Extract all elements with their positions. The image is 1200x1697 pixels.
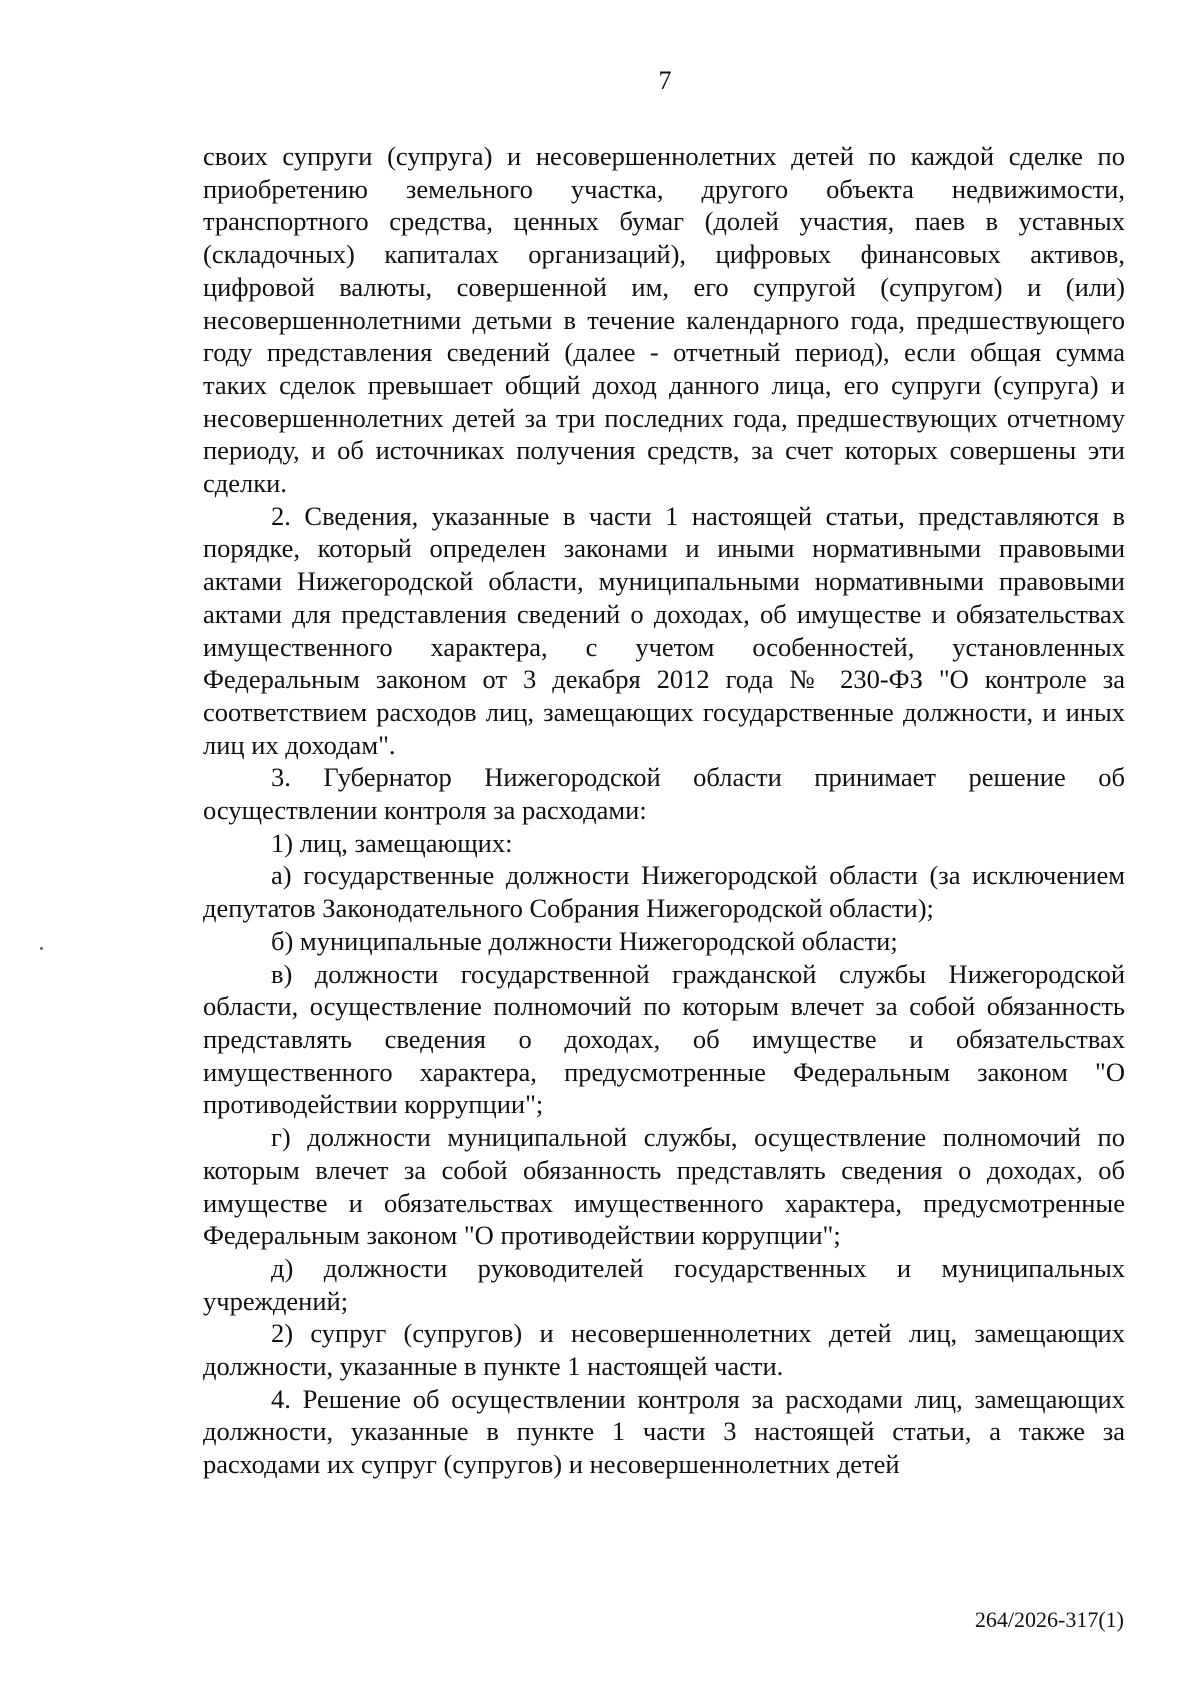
paragraph-item-4: 4. Решение об осуществлении контроля за расходами лиц, замещающих должности, указанные в пункте 1 части 3 настоящей статьи, а также за расходами их супруг (супругов) и несовершеннолетних детей [203,1383,1125,1480]
paragraph-item-3: 3. Губернатор Нижегородской области принимает решение об осуществлении контроля за расходами: [203,762,1125,826]
page-number: 7 [658,66,672,95]
paragraph-continuation: своих супруги (супруга) и несовершеннолетних детей по каждой сделке по приобретению земельного участка, другого объекта недвижимости, транспортного средства, ценных бумаг (долей участия, паев в уставных (складочных) капиталах организаций), цифровых финансовых активов, цифровой валюты, совершенной им, его супругой (супругом) и (или) несовершеннолетними детьми в течение календарного года, предшествующего году представления сведений (далее - отчетный период), если общая сумма таких сделок превышает общий доход данного лица, его супруги (супруга) и несовершеннолетних детей за три последних года, предшествующих отчетному периоду, и об источниках получения средств, за счет которых совершены эти сделки. [203,141,1125,499]
subitem-1: 1) лиц, замещающих: [271,827,513,858]
subitem-2: 2) супруг (супругов) и несовершеннолетних детей лиц, замещающих должности, указанные в пункте 1 настоящей части. [203,1318,1125,1382]
subitem-v: в) должности государственной гражданской службы Нижегородской области, осуществление полномочий по которым влечет за собой обязанность представлять сведения о доходах, об имуществе и обязательствах имущественного характера, предусмотренные Федеральным законом "О противодействии коррупции"; [203,958,1125,1120]
subitem-g: г) должности муниципальной службы, осуществление полномочий по которым влечет за собой обязанность представлять сведения о доходах, об имуществе и обязательствах имущественного характера, предусмотренные Федеральным законом "О противодействии коррупции"; [203,1122,1125,1251]
subitem-b: б) муниципальные должности Нижегородской области; [271,925,898,956]
document-body [203,140,1125,1481]
subitem-a: а) государственные должности Нижегородской области (за исключением депутатов Законодательного Собрания Нижегородской области); [203,860,1125,924]
subitem-d: д) должности руководителей государственных и муниципальных учреждений; [203,1252,1125,1316]
scan-dot-mark [40,947,43,950]
document-code: 264/2026-317(1) [974,1607,1124,1632]
paragraph-item-2: 2. Сведения, указанные в части 1 настоящей статьи, представляются в порядке, который определен законами и иными нормативными правовыми актами Нижегородской области, муниципальными нормативными правовыми актами для представления сведений о доходах, об имуществе и обязательствах имущественного характера, с учетом особенностей, установленных Федеральным законом от 3 декабря 2012 года № 230-ФЗ "О контроле за соответствием расходов лиц, замещающих государственные должности, и иных лиц их доходам". [203,500,1125,760]
